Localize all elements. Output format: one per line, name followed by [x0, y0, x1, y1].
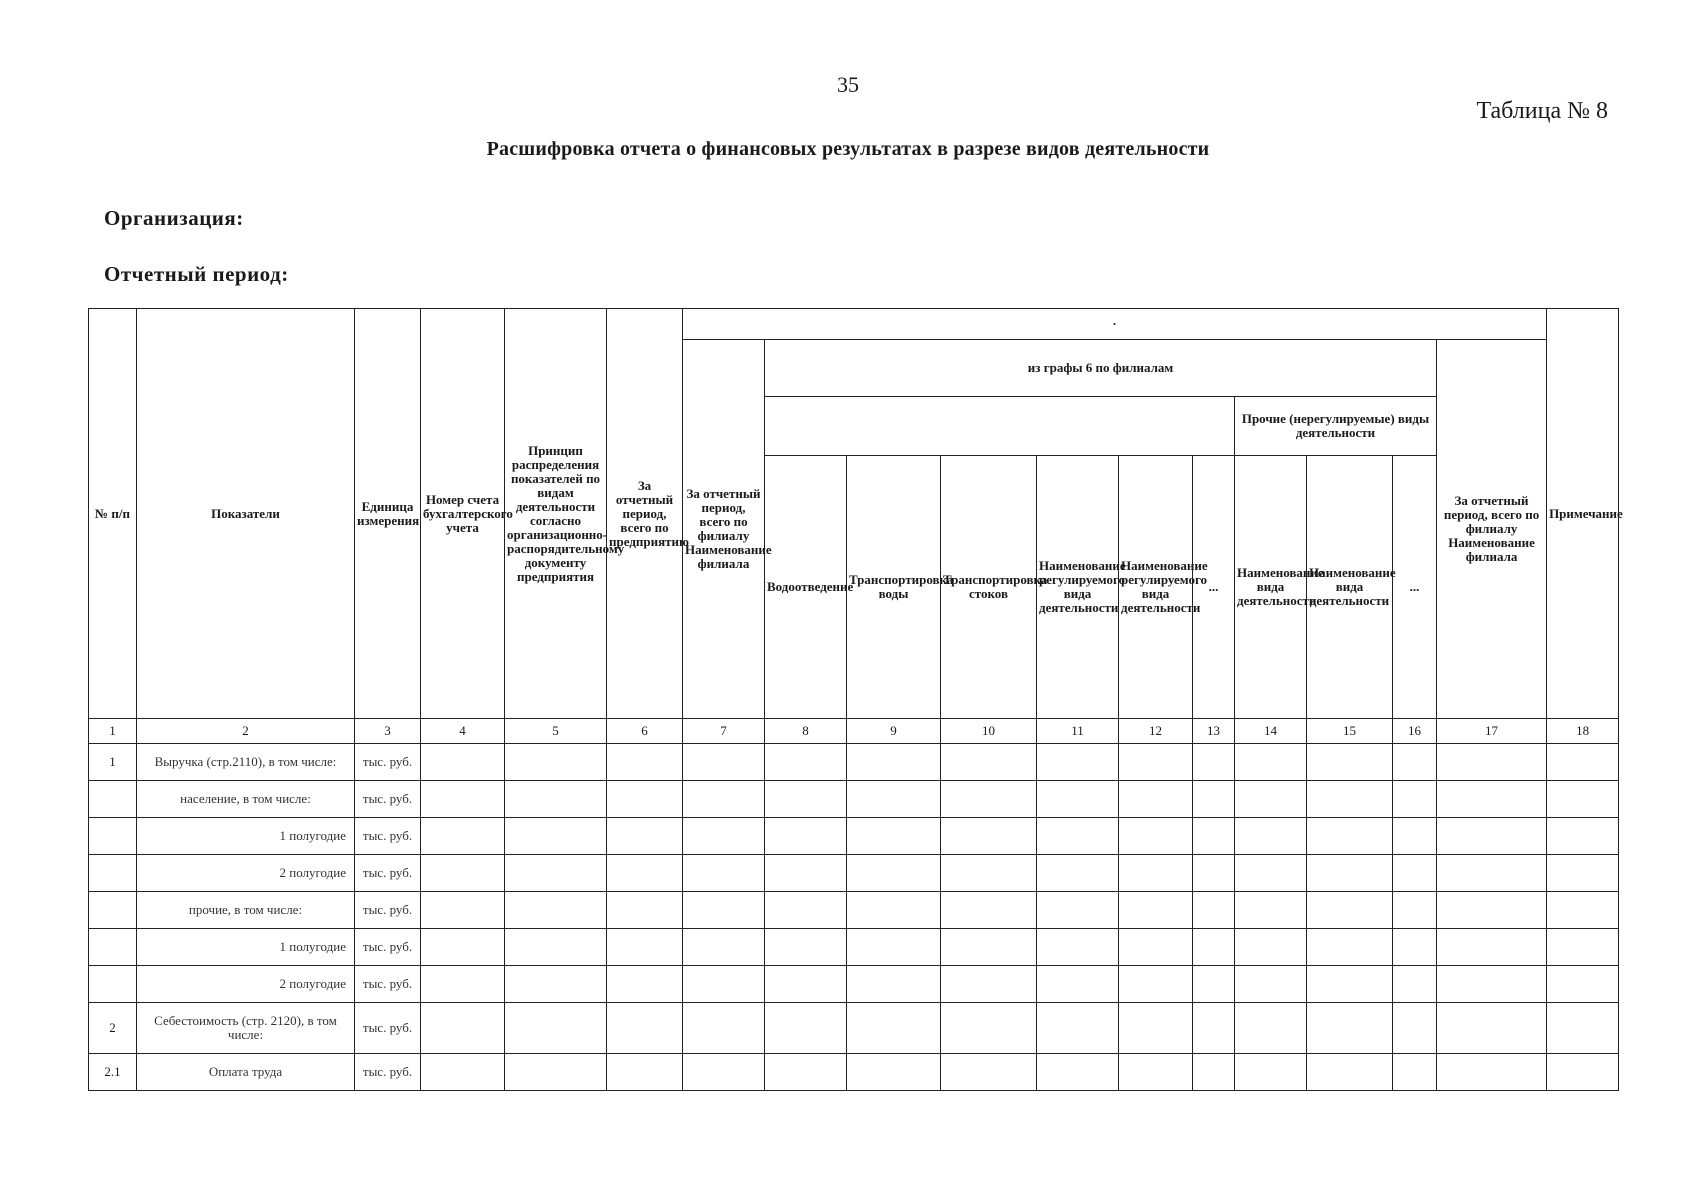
header-enterprise-total: За отчетный период, всего по предприятию: [607, 309, 683, 719]
column-number: 9: [847, 719, 941, 744]
row-unit: тыс. руб.: [355, 744, 421, 781]
table-cell: [607, 929, 683, 966]
column-number: 17: [1437, 719, 1547, 744]
table-row: [89, 892, 1619, 929]
table-row: [89, 781, 1619, 818]
table-cell: [1437, 744, 1547, 781]
table-cell: [1119, 855, 1193, 892]
table-cell: [1235, 818, 1307, 855]
column-number: 3: [355, 719, 421, 744]
row-unit: тыс. руб.: [355, 1054, 421, 1091]
column-number: 8: [765, 719, 847, 744]
table-cell: [421, 781, 505, 818]
table-cell: [607, 855, 683, 892]
table-cell: [1193, 892, 1235, 929]
table-cell: [1393, 855, 1437, 892]
table-cell: [1393, 966, 1437, 1003]
table-cell: [1307, 855, 1393, 892]
column-number: 14: [1235, 719, 1307, 744]
header-unit: Единица измерения: [355, 309, 421, 719]
row-indicator: 2 полугодие: [137, 855, 355, 892]
table-cell: [1393, 892, 1437, 929]
table-cell: [941, 855, 1037, 892]
table-row: [89, 1003, 1619, 1054]
table-cell: [1037, 1003, 1119, 1054]
header-branchN-total: За отчетный период, всего по филиалу Наименование филиала: [1437, 340, 1547, 719]
document-title: Расшифровка отчета о финансовых результатах в разрезе видов деятельности: [486, 138, 1210, 160]
column-number: 13: [1193, 719, 1235, 744]
table-cell: [1193, 818, 1235, 855]
table-cell: [505, 1003, 607, 1054]
table-cell: [683, 1054, 765, 1091]
table-cell: [1235, 966, 1307, 1003]
table-cell: [1393, 744, 1437, 781]
table-cell: [607, 744, 683, 781]
table-cell: [1193, 966, 1235, 1003]
table-cell: [607, 781, 683, 818]
table-cell: [765, 781, 847, 818]
table-cell: [683, 744, 765, 781]
row-number: 1: [89, 744, 137, 781]
table-cell: [1193, 929, 1235, 966]
table-cell: [421, 892, 505, 929]
table-row: [89, 929, 1619, 966]
table-cell: [421, 966, 505, 1003]
header-regulated2: Наименование регулируемого вида деятельности: [1119, 456, 1193, 719]
column-number: 5: [505, 719, 607, 744]
header-account: Номер счета бухгалтерского учета: [421, 309, 505, 719]
table-cell: [847, 855, 941, 892]
column-number: 1: [89, 719, 137, 744]
table-cell: [941, 1054, 1037, 1091]
header-top-group: ·: [683, 309, 1547, 340]
table-cell: [765, 966, 847, 1003]
table-cell: [1235, 855, 1307, 892]
table-cell: [765, 929, 847, 966]
table-cell: [765, 1054, 847, 1091]
row-indicator: Себестоимость (стр. 2120), в том числе:: [137, 1003, 355, 1054]
table-cell: [847, 818, 941, 855]
row-number: 2.1: [89, 1054, 137, 1091]
table-cell: [1393, 818, 1437, 855]
header-regulated1: Наименование регулируемого вида деятельности: [1037, 456, 1119, 719]
table-cell: [607, 892, 683, 929]
table-cell: [1235, 1054, 1307, 1091]
financial-results-table: [88, 308, 1623, 1091]
table-cell: [1037, 744, 1119, 781]
table-cell: [607, 966, 683, 1003]
table-cell: [1437, 966, 1547, 1003]
table-cell: [1393, 1054, 1437, 1091]
row-unit: тыс. руб.: [355, 781, 421, 818]
table-cell: [505, 781, 607, 818]
row-unit: тыс. руб.: [355, 855, 421, 892]
table-cell: [1307, 1003, 1393, 1054]
header-ellipsis1: ...: [1193, 456, 1235, 719]
table-cell: [1307, 818, 1393, 855]
table-cell: [1193, 781, 1235, 818]
column-number: 12: [1119, 719, 1193, 744]
header-branch1-total: За отчетный период, всего по филиалу Наименование филиала: [683, 340, 765, 719]
table-cell: [1119, 744, 1193, 781]
header-other-group: Прочие (нерегулируемые) виды деятельности: [1235, 397, 1437, 456]
table-cell: [1437, 1003, 1547, 1054]
row-indicator: прочие, в том числе:: [137, 892, 355, 929]
table-cell: [683, 929, 765, 966]
table-cell: [1037, 929, 1119, 966]
table-cell: [683, 855, 765, 892]
table-cell: [1119, 781, 1193, 818]
table-cell: [505, 966, 607, 1003]
organization-label: Организация:: [104, 206, 244, 230]
row-number: [89, 892, 137, 929]
table-cell: [683, 1003, 765, 1054]
table-cell: [1393, 1003, 1437, 1054]
table-cell: [421, 929, 505, 966]
column-number: 18: [1547, 719, 1619, 744]
row-number: [89, 855, 137, 892]
table-cell: [1547, 892, 1619, 929]
header-regulated-group: [765, 397, 1235, 456]
column-number-row: [89, 719, 1619, 744]
header-num: № п/п: [89, 309, 137, 719]
table-cell: [765, 855, 847, 892]
column-number: 15: [1307, 719, 1393, 744]
table-cell: [1547, 1054, 1619, 1091]
row-unit: тыс. руб.: [355, 892, 421, 929]
table-cell: [1307, 966, 1393, 1003]
table-cell: [1193, 1003, 1235, 1054]
table-cell: [941, 966, 1037, 1003]
table-cell: [1037, 892, 1119, 929]
table-cell: [505, 1054, 607, 1091]
table-cell: [421, 1003, 505, 1054]
table-cell: [421, 1054, 505, 1091]
row-unit: тыс. руб.: [355, 929, 421, 966]
row-indicator: 1 полугодие: [137, 929, 355, 966]
table-cell: [421, 818, 505, 855]
table-cell: [1547, 818, 1619, 855]
column-number: 4: [421, 719, 505, 744]
table-cell: [505, 929, 607, 966]
row-indicator: Выручка (стр.2110), в том числе:: [137, 744, 355, 781]
table-row: [89, 1054, 1619, 1091]
table-cell: [847, 1054, 941, 1091]
table-cell: [683, 781, 765, 818]
column-number: 16: [1393, 719, 1437, 744]
table-cell: [765, 818, 847, 855]
table-cell: [1547, 855, 1619, 892]
table-cell: [847, 781, 941, 818]
row-number: [89, 781, 137, 818]
header-sewage-transport: Транспортировка стоков: [941, 456, 1037, 719]
table-cell: [1307, 1054, 1393, 1091]
table-cell: [421, 744, 505, 781]
table-cell: [1235, 781, 1307, 818]
table-cell: [847, 929, 941, 966]
row-unit: тыс. руб.: [355, 966, 421, 1003]
table-cell: [1437, 818, 1547, 855]
table-cell: [1437, 892, 1547, 929]
table-cell: [941, 744, 1037, 781]
table-cell: [1037, 781, 1119, 818]
table-cell: [1037, 1054, 1119, 1091]
table-cell: [1119, 1054, 1193, 1091]
table-cell: [505, 744, 607, 781]
header-water-supply: Водоотведение: [765, 456, 847, 719]
table-cell: [847, 966, 941, 1003]
table-cell: [1547, 744, 1619, 781]
table-cell: [1037, 855, 1119, 892]
table-cell: [683, 966, 765, 1003]
table-cell: [1437, 781, 1547, 818]
table-cell: [1037, 966, 1119, 1003]
table-cell: [1119, 929, 1193, 966]
table-cell: [1437, 929, 1547, 966]
table-cell: [1193, 744, 1235, 781]
row-indicator: Оплата труда: [137, 1054, 355, 1091]
table-cell: [1235, 744, 1307, 781]
header-other1: Наименование вида деятельности: [1235, 456, 1307, 719]
table-cell: [1119, 818, 1193, 855]
table-cell: [941, 892, 1037, 929]
table-cell: [505, 892, 607, 929]
table-cell: [765, 892, 847, 929]
table-label: Таблица № 8: [1476, 98, 1608, 124]
table-cell: [765, 744, 847, 781]
row-unit: тыс. руб.: [355, 1003, 421, 1054]
table-cell: [1119, 966, 1193, 1003]
header-water-transport: Транспортировка воды: [847, 456, 941, 719]
header-ellipsis2: ...: [1393, 456, 1437, 719]
table-cell: [1393, 781, 1437, 818]
table-cell: [941, 818, 1037, 855]
row-number: 2: [89, 1003, 137, 1054]
table-cell: [683, 892, 765, 929]
table-row: [89, 744, 1619, 781]
table-cell: [1119, 1003, 1193, 1054]
column-number: 10: [941, 719, 1037, 744]
row-number: [89, 818, 137, 855]
table-cell: [607, 818, 683, 855]
table-cell: [607, 1054, 683, 1091]
table-row: [89, 966, 1619, 1003]
column-number: 7: [683, 719, 765, 744]
table-cell: [1193, 855, 1235, 892]
table-cell: [421, 855, 505, 892]
table-cell: [1547, 781, 1619, 818]
header-other2: Наименование вида деятельности: [1307, 456, 1393, 719]
period-label: Отчетный период:: [104, 262, 289, 286]
table-cell: [1547, 929, 1619, 966]
row-unit: тыс. руб.: [355, 818, 421, 855]
header-by-branches: из графы 6 по филиалам: [765, 340, 1437, 397]
table-cell: [1307, 892, 1393, 929]
table-cell: [1307, 929, 1393, 966]
header-note: Примечание: [1547, 309, 1619, 719]
table-cell: [1235, 1003, 1307, 1054]
table-row: [89, 818, 1619, 855]
table-cell: [1393, 929, 1437, 966]
row-indicator: 2 полугодие: [137, 966, 355, 1003]
table-cell: [1235, 892, 1307, 929]
table-cell: [941, 781, 1037, 818]
table-cell: [1193, 1054, 1235, 1091]
table-cell: [941, 1003, 1037, 1054]
table-cell: [765, 1003, 847, 1054]
row-indicator: население, в том числе:: [137, 781, 355, 818]
column-number: 2: [137, 719, 355, 744]
table-cell: [1547, 1003, 1619, 1054]
row-indicator: 1 полугодие: [137, 818, 355, 855]
table-cell: [1037, 818, 1119, 855]
table-cell: [1307, 781, 1393, 818]
table-cell: [505, 855, 607, 892]
row-number: [89, 929, 137, 966]
page-number: 35: [837, 72, 859, 97]
table-cell: [1547, 966, 1619, 1003]
table-cell: [847, 1003, 941, 1054]
table-cell: [1437, 855, 1547, 892]
table-cell: [1235, 929, 1307, 966]
table-cell: [847, 892, 941, 929]
table-cell: [941, 929, 1037, 966]
table-cell: [1119, 892, 1193, 929]
table-cell: [607, 1003, 683, 1054]
table-cell: [1307, 744, 1393, 781]
table-cell: [1437, 1054, 1547, 1091]
table-cell: [505, 818, 607, 855]
row-number: [89, 966, 137, 1003]
header-principle: Принцип распределения показателей по видам деятельности согласно организационно-распорядительному документу предприятия: [505, 309, 607, 719]
header-indicator: Показатели: [137, 309, 355, 719]
table-cell: [847, 744, 941, 781]
column-number: 11: [1037, 719, 1119, 744]
table-cell: [683, 818, 765, 855]
table-row: [89, 855, 1619, 892]
column-number: 6: [607, 719, 683, 744]
